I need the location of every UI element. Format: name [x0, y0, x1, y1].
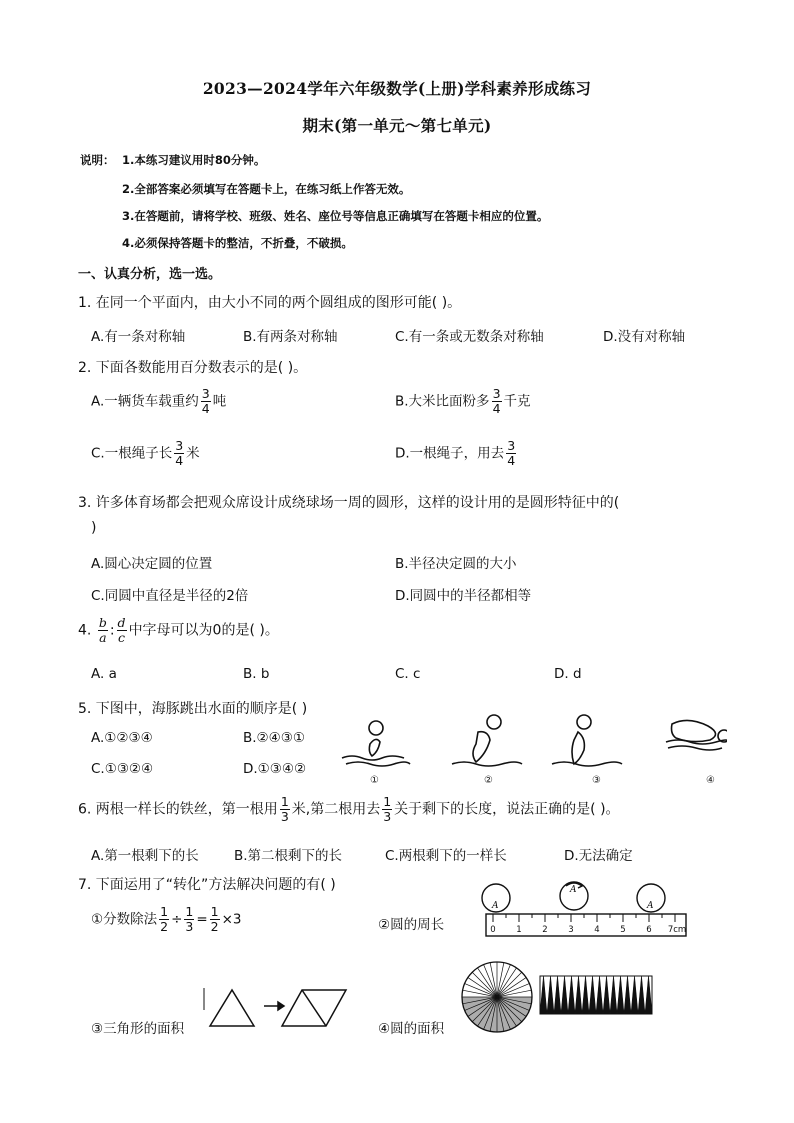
q2-option-a	[91, 388, 226, 415]
shaded-half	[462, 997, 532, 1032]
q6-option-c: C.两根剩下的一样长	[385, 848, 507, 864]
fraction	[280, 796, 290, 823]
q6-stem-post: 关于剩下的长度，说法正确的是( )。	[394, 801, 620, 818]
numerator: 1	[383, 794, 392, 809]
figure-label-3: ③	[592, 775, 601, 786]
denominator: 3	[383, 808, 392, 824]
sector-wedge	[582, 976, 589, 1014]
q6-option-a: A.第一根剩下的长	[91, 848, 199, 864]
figure-label-2: ②	[484, 775, 493, 786]
ruler-tick-label-5: 5	[620, 925, 626, 935]
q4-option-b: B. b	[243, 666, 270, 682]
denominator: 2	[210, 918, 219, 934]
page-title: 2023—2024学年六年级数学(上册)学科素养形成练习	[202, 79, 592, 98]
q2-d-pre: D.一根绳子，用去	[395, 445, 505, 462]
ruler-tick-label-1: 1	[516, 925, 522, 935]
q3-option-c: C.同圆中直径是半径的2倍	[91, 588, 249, 604]
q2-b-post: 千克	[503, 393, 531, 410]
fraction	[201, 388, 211, 415]
ruler-tick-label-6: 6	[646, 925, 652, 935]
triangle-shape	[210, 990, 254, 1026]
q2-option-d	[395, 440, 518, 467]
q5-stem: 5. 下图中，海豚跳出水面的顺序是( )	[78, 701, 308, 717]
q1-option-a: A.有一条对称轴	[91, 329, 186, 345]
q2-c-pre: C.一根绳子长	[91, 445, 173, 462]
numerator: d	[117, 615, 126, 630]
point-label-start: A	[492, 901, 499, 911]
equals-sign: =	[196, 911, 208, 928]
rolling-circle-ruler-figure	[478, 876, 694, 942]
circle-sectors-figure	[460, 958, 660, 1038]
fraction-d-over-c	[117, 617, 127, 644]
sector-wedge	[631, 976, 638, 1014]
q7-stem: 7. 下面运用了“转化”方法解决问题的有( )	[78, 877, 336, 893]
q3-option-a: A.圆心决定圆的位置	[91, 556, 213, 572]
sector-wedge	[617, 976, 624, 1014]
fraction	[184, 906, 194, 933]
q5-option-c: C.①③②④	[91, 761, 154, 777]
note-item-3: 3.在答题前，请将学校、班级、姓名、座位号等信息正确填写在答题卡相应的位置。	[122, 209, 549, 223]
fraction	[210, 906, 220, 933]
figure-label-4: ④	[706, 775, 715, 786]
q6-option-b: B.第二根剩下的长	[234, 848, 343, 864]
q4-option-a: A. a	[91, 666, 117, 682]
q3-stem-line1: 3. 许多体育场都会把观众席设计成绕球场一周的圆形，这样的设计用的是圆形特征中的(	[78, 495, 620, 511]
q4-number: 4.	[78, 622, 92, 639]
q6-stem-mid: 米,第二根用去	[291, 801, 381, 818]
sector-wedge	[589, 976, 596, 1014]
numerator: 3	[201, 386, 210, 401]
rearranged-sectors-strip	[540, 976, 652, 1014]
denominator: 4	[201, 400, 210, 416]
q6-stem-pre: 6. 两根一样长的铁丝，第一根用	[78, 801, 278, 818]
numerator: 1	[160, 904, 169, 919]
q5-option-b: B.②④③①	[243, 730, 305, 746]
ruler-tick-label-3: 3	[568, 925, 574, 935]
dolphin-figure-3	[552, 715, 622, 766]
numerator: b	[98, 615, 107, 630]
dolphin-figure-2	[452, 715, 522, 766]
fraction	[382, 796, 392, 823]
denominator: a	[99, 629, 107, 645]
fraction	[492, 388, 502, 415]
point-label-end: A	[647, 901, 654, 911]
sector-wedge	[624, 976, 631, 1014]
fraction	[506, 440, 516, 467]
section-heading: 一、认真分析，选一选。	[78, 267, 222, 282]
sector-line	[497, 972, 522, 997]
dolphin-figures	[332, 708, 727, 794]
q3-option-d: D.同圆中的半径都相等	[395, 588, 532, 604]
page-subtitle: 期末(第一单元～第七单元)	[302, 116, 492, 135]
q2-option-b	[395, 388, 531, 415]
numerator: 1	[280, 794, 289, 809]
denominator: 3	[185, 918, 194, 934]
note-item-1: 1.本练习建议用时80分钟。	[122, 153, 266, 167]
sector-wedge	[540, 976, 547, 1014]
sector-wedge	[575, 976, 582, 1014]
sector-wedge	[603, 976, 610, 1014]
q4-stem-post: 中字母可以为0的是( )。	[128, 622, 279, 639]
point-label-middle: A	[570, 885, 577, 895]
fraction	[174, 440, 184, 467]
dolphin-figure-1	[342, 721, 410, 766]
q4-option-d: D. d	[554, 666, 582, 682]
q7-item-2: ②圆的周长	[378, 917, 445, 933]
q5-option-d: D.①③④②	[243, 761, 307, 777]
q7-item-1	[91, 906, 242, 933]
numerator: 3	[507, 438, 516, 453]
q2-c-post: 米	[186, 445, 200, 462]
q4-stem	[78, 617, 279, 644]
ruler-tick-label-0: 0	[490, 925, 496, 935]
sector-wedge	[645, 976, 652, 1014]
dolphin-figure-4	[666, 720, 727, 750]
q1-stem: 1. 在同一个平面内，由大小不同的两个圆组成的图形可能( )。	[78, 295, 462, 311]
numerator: 1	[185, 904, 194, 919]
q2-stem: 2. 下面各数能用百分数表示的是( )。	[78, 360, 308, 376]
figure-label-1: ①	[370, 775, 379, 786]
fraction	[159, 906, 169, 933]
q1-option-b: B.有两条对称轴	[243, 329, 338, 345]
denominator: c	[118, 629, 126, 645]
q6-option-d: D.无法确定	[564, 848, 633, 864]
q2-a-pre: A.一辆货车载重约	[91, 393, 199, 410]
sector-wedge	[638, 976, 645, 1014]
numerator: 3	[175, 438, 184, 453]
q7-item-4: ④圆的面积	[378, 1021, 445, 1037]
ruler-tick-label-4: 4	[594, 925, 600, 935]
arrowhead-icon	[278, 1002, 284, 1010]
q1-option-c: C.有一条或无数条对称轴	[395, 329, 544, 345]
fraction-b-over-a	[98, 617, 108, 644]
sector-wedge	[547, 976, 554, 1014]
sector-line	[472, 972, 497, 997]
q3-stem-line2: )	[91, 520, 97, 536]
sector-wedge	[554, 976, 561, 1014]
triangle-to-parallelogram-figure	[198, 982, 360, 1032]
denominator: 2	[160, 918, 169, 934]
sector-wedge	[568, 976, 575, 1014]
q2-b-pre: B.大米比面粉多	[395, 393, 490, 410]
ruler-ticks	[493, 914, 675, 922]
denominator: 3	[280, 808, 289, 824]
q2-a-post: 吨	[212, 393, 227, 410]
q4-option-c: C. c	[395, 666, 421, 682]
note-item-2: 2.全部答案必须填写在答题卡上，在练习纸上作答无效。	[122, 182, 411, 196]
multiply-term: ×3	[221, 911, 242, 928]
sector-wedge	[596, 976, 603, 1014]
ruler-tick-label-7: 7cm	[667, 925, 687, 935]
note-item-4: 4.必须保持答题卡的整洁，不折叠，不破损。	[122, 236, 353, 250]
divide-sign: ÷	[171, 911, 183, 928]
sectored-circle	[462, 962, 532, 1032]
denominator: 4	[492, 400, 501, 416]
sector-wedge	[561, 976, 568, 1014]
numerator: 1	[210, 904, 219, 919]
ruler-tick-label-2: 2	[542, 925, 548, 935]
q7-item1-label: ①分数除法	[91, 911, 158, 928]
q1-option-d: D.没有对称轴	[603, 329, 686, 345]
diagonal-line	[302, 990, 326, 1026]
q5-option-a: A.①②③④	[91, 730, 153, 746]
q2-option-c	[91, 440, 200, 467]
ratio-colon: :	[109, 622, 115, 639]
q7-item-3: ③三角形的面积	[91, 1021, 185, 1037]
denominator: 4	[507, 452, 516, 468]
notes-label: 说明：	[80, 153, 115, 167]
denominator: 4	[175, 452, 184, 468]
numerator: 3	[492, 386, 501, 401]
sector-wedge	[610, 976, 617, 1014]
q3-option-b: B.半径决定圆的大小	[395, 556, 517, 572]
q6-stem	[78, 796, 620, 823]
